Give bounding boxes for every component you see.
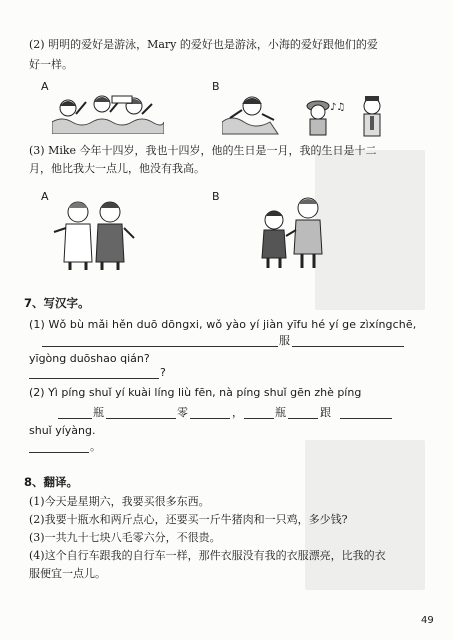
s8-sentence-1: (1)今天是星期六，我要买很多东西。 (29, 495, 210, 508)
s7-item1-pinyin-cont: yīgòng duōshao qián? (29, 352, 150, 365)
s8-sentence-2: (2)我要十瓶水和两斤点心，还要买一斤牛猪肉和一只鸡，多少钱? (29, 513, 348, 526)
q2-line1: (2) 明明的爱好是游泳，Mary 的爱好也是游泳，小海的爱好跟他们的爱 (29, 38, 378, 51)
s7-item2-blank-2[interactable] (106, 418, 176, 419)
hobbies-illustration (222, 94, 392, 138)
page-number: 49 (421, 615, 434, 626)
short-and-tall-boys-illustration (256, 196, 334, 270)
two-boys-same-height-illustration (52, 198, 136, 270)
s7-item2-blank-5[interactable] (288, 418, 318, 419)
s7-item2-pinyin-cont: shuǐ yíyàng. (29, 424, 96, 437)
q3-line1: (3) Mike 今年十四岁，我也十四岁，他的生日是一月，我的生日是十二 (29, 144, 377, 157)
s7-item1-answer-line-3[interactable] (29, 378, 159, 379)
s7-item2-full-stop: 。 (90, 440, 101, 453)
s7-item1-given-char: 服 (279, 334, 290, 347)
s7-item1-question-mark: ? (160, 366, 166, 379)
svg-text:♪♫: ♪♫ (330, 102, 346, 113)
q3-line2: 月，他比我大一点儿，他没有我高。 (29, 162, 205, 175)
s7-item2-ping2: 瓶 (275, 406, 286, 419)
s8-sentence-3: (3)一共九十七块八毛零六分，不很贵。 (29, 531, 221, 544)
section-7-heading: 7、写汉字。 (24, 296, 90, 310)
section-8-heading: 8、翻译。 (24, 475, 79, 489)
q2-option-a-label: A (41, 80, 49, 93)
s7-item2-ping1: 瓶 (93, 406, 104, 419)
s8-sentence-4b: 服便宜一点儿。 (29, 567, 106, 580)
s7-item2-answer-line-final[interactable] (29, 452, 89, 453)
q2-option-b-label: B (212, 80, 220, 93)
s7-item2-pinyin: (2) Yì píng shuǐ yí kuài líng liù fēn, nà píng shuǐ gēn zhè píng (29, 386, 362, 399)
q3-option-b-label: B (212, 190, 220, 203)
s7-item2-comma: ， (232, 406, 243, 419)
s7-item2-blank-3[interactable] (190, 418, 230, 419)
q2-line2: 好一样。 (29, 58, 73, 71)
s7-item2-blank-1[interactable] (58, 418, 92, 419)
s8-sentence-4a: (4)这个自行车跟我的自行车一样，那件衣服没有我的衣服漂亮，比我的衣 (29, 549, 386, 562)
s7-item2-blank-4[interactable] (244, 418, 274, 419)
s7-item2-ling: 零 (177, 406, 188, 419)
swimming-children-illustration (52, 92, 164, 134)
s7-item2-gen: 跟 (320, 406, 331, 419)
s7-item1-pinyin: (1) Wǒ bù mǎi hěn duō dōngxi, wǒ yào yí jiàn yīfu hé yí ge zìxíngchē, (29, 318, 417, 331)
q3-option-a-label: A (41, 190, 49, 203)
s7-item1-answer-line-2[interactable] (292, 346, 404, 347)
s7-item1-answer-line-1[interactable] (42, 346, 278, 347)
s7-item2-blank-6[interactable] (340, 418, 392, 419)
